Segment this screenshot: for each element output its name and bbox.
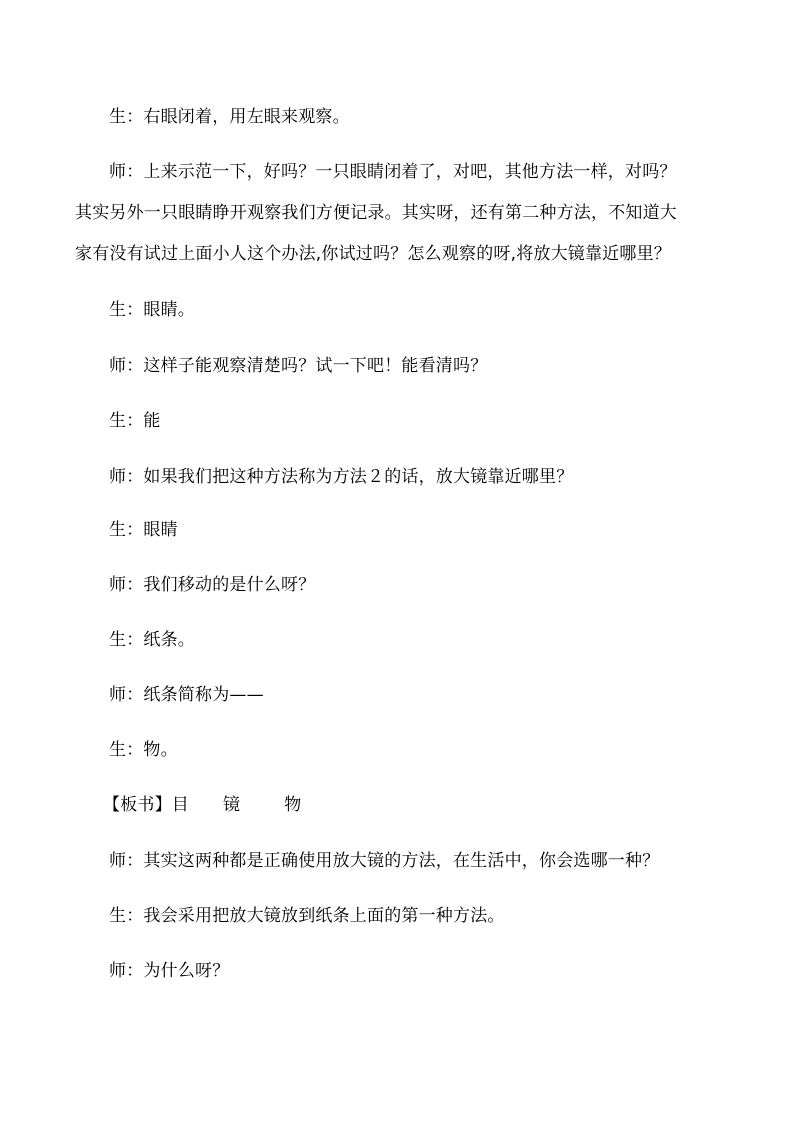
dialogue-line: 生：物。 <box>109 740 178 760</box>
board-item-object: 物 <box>284 795 302 815</box>
board-note <box>103 795 301 815</box>
dialogue-line: 师：其实这两种都是正确使用放大镜的方法，在生活中，你会选哪一种？ <box>109 851 660 871</box>
dialogue-line: 生：右眼闭着，用左眼来观察。 <box>109 107 350 127</box>
board-item-mirror: 镜 <box>223 795 241 815</box>
board-label: 【板书】目 <box>103 795 189 815</box>
dialogue-line: 生：纸条。 <box>109 630 195 650</box>
dialogue-line: 师：这样子能观察清楚吗？试一下吧！能看清吗？ <box>109 356 488 376</box>
dialogue-line: 师：纸条简称为—— <box>109 685 264 705</box>
dialogue-line: 生：我会采用把放大镜放到纸条上面的第一种方法。 <box>109 906 505 926</box>
dialogue-line: 生：眼睛 <box>109 520 178 540</box>
dialogue-line: 师：上来示范一下，好吗？一只眼睛闭着了，对吧，其他方法一样，对吗？ <box>109 162 677 182</box>
dialogue-line: 师：我们移动的是什么呀？ <box>109 575 316 595</box>
dialogue-line: 生：能 <box>109 411 161 431</box>
dialogue-line: 师：如果我们把这种方法称为方法２的话，放大镜靠近哪里？ <box>109 467 574 487</box>
dialogue-line: 师：为什么呀？ <box>109 961 230 981</box>
dialogue-line-continued: 其实另外一只眼睛睁开观察我们方便记录。其实呀，还有第二种方法，不知道大 <box>75 203 677 223</box>
dialogue-line: 生：眼睛。 <box>109 300 195 320</box>
dialogue-line-continued: 家有没有试过上面小人这个办法,你试过吗？怎么观察的呀,将放大镜靠近哪里？ <box>75 244 672 264</box>
